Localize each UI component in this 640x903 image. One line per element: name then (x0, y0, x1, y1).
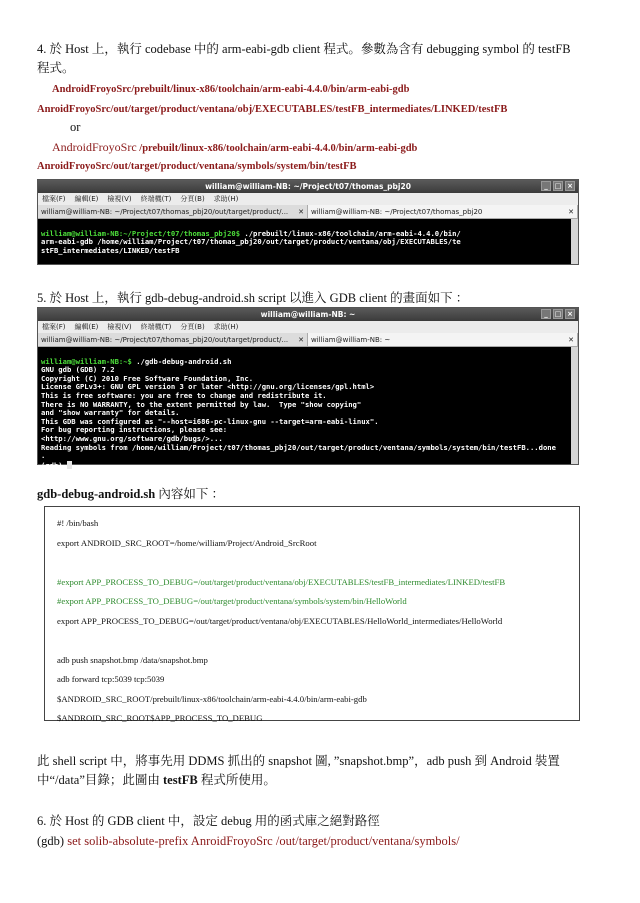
terminal-cursor (67, 461, 72, 469)
terminal1-tab-1[interactable] (38, 205, 308, 218)
menu-help[interactable]: 求助(H) (213, 323, 239, 331)
script-content-box (44, 506, 580, 721)
terminal2-line: This GDB was configured as "--host=i686-pc-linux-gnu --target=arm-eabi-linux". (41, 416, 379, 426)
minimize-icon[interactable]: _ (541, 309, 551, 319)
terminal1-cmd: ./prebuilt/linux-x86/toolchain/arm-eabi-4.4.0/bin/ (240, 228, 461, 238)
step4-path2-prefix: AndroidFroyoSrc (52, 140, 137, 154)
script-section-heading (37, 485, 607, 504)
terminal2-line: <http://www.gnu.org/software/gdb/bugs/>... (41, 433, 223, 443)
close-tab-icon[interactable]: ✕ (568, 208, 574, 216)
tab-label: william@william-NB: ~/Project/t07/thomas_pbj20 (311, 208, 483, 216)
maximize-icon[interactable]: □ (554, 182, 562, 190)
menu-tabs[interactable]: 分頁(B) (180, 195, 205, 203)
terminal2-line: License GPLv3+: GNU GPL version 3 or later <http://gnu.org/licenses/gpl.html> (41, 382, 375, 392)
terminal2-cmd: ./gdb-debug-android.sh (131, 356, 232, 366)
maximize-icon[interactable]: □ (554, 310, 562, 318)
close-tab-icon[interactable]: ✕ (298, 208, 304, 216)
terminal2-line: and "show warranty" for details. (41, 408, 180, 418)
terminal2-line: . (41, 451, 46, 461)
menu-help[interactable]: 求助(H) (213, 195, 239, 203)
terminal2-line: There is NO WARRANTY, to the extent permitted by law. Type "show copying" (41, 399, 362, 409)
menu-edit[interactable]: 編輯(E) (74, 195, 99, 203)
script-line: adb push snapshot.bmp /data/snapshot.bmp (57, 654, 208, 665)
step4-path1-line1: AndroidFroyoSrc/prebuilt/linux-x86/toolchain/arm-eabi-4.4.0/bin/arm-eabi-gdb (52, 84, 410, 95)
terminal-window-2 (37, 307, 579, 470)
script-line: export ANDROID_SRC_ROOT=/home/william/Project/Android_SrcRoot (57, 537, 317, 548)
script-line: $ANDROID_SRC_ROOT$APP_PROCESS_TO_DEBUG (57, 713, 263, 723)
explanation-text: 程式所使用。 (197, 773, 276, 787)
terminal2-line: For bug reporting instructions, please see: (41, 425, 228, 435)
step6-heading: 6. 於 Host 的 GDB client 中，設定 debug 用的函式庫之絕對路徑 (37, 814, 380, 828)
terminal2-line: GNU gdb (GDB) 7.2 (41, 365, 115, 375)
tab-label: william@william-NB: ~ (311, 336, 391, 344)
terminal-window-1 (37, 179, 579, 265)
terminal2-titlebar (38, 308, 578, 321)
step4-path2-line1 (52, 138, 622, 158)
terminal2-gdb-prompt: (gdb) (41, 460, 67, 470)
explanation-program-name: testFB (163, 773, 198, 787)
step5-heading: 5. 於 Host 上，執行 gdb-debug-android.sh script 以進入 GDB client 的畫面如下 ： (37, 291, 469, 305)
script-filename: gdb-debug-android.sh (37, 487, 156, 501)
explanation-paragraph (37, 752, 607, 790)
script-heading-rest: 內容如下 ： (155, 487, 224, 501)
terminal2-tab-1[interactable] (38, 333, 308, 346)
step4-or: or (70, 120, 81, 134)
tab-label: william@william-NB: ~/Project/t07/thomas_pbj20/out/target/product/... (41, 336, 289, 344)
terminal1-output[interactable] (38, 219, 578, 264)
menu-terminal[interactable]: 終端機(T) (140, 323, 172, 331)
menu-file[interactable]: 檔案(F) (42, 323, 66, 331)
menu-edit[interactable]: 編輯(E) (74, 323, 99, 331)
terminal2-title: william@william-NB: ~ (260, 310, 356, 319)
terminal2-prompt: william@william-NB:~$ (41, 356, 132, 366)
close-tab-icon[interactable]: ✕ (298, 336, 304, 344)
script-line: $ANDROID_SRC_ROOT/prebuilt/linux-x86/toolchain/arm-eabi-4.4.0/bin/arm-eabi-gdb (57, 693, 367, 704)
script-line-comment: #export APP_PROCESS_TO_DEBUG=/out/target/product/ventana/symbols/system/bin/HelloWorld (57, 596, 407, 606)
terminal1-line2: arm-eabi-gdb /home/william/Project/t07/thomas_pbj20/out/target/product/ventana/obj/EXECUTABLES/te (41, 237, 461, 247)
explanation-line1: 此 shell script 中，將事先用 DDMS 抓出的 snapshot 圖, ”snapshot.bmp”，adb push 到 Android 裝置 (37, 754, 560, 768)
minimize-icon[interactable]: _ (541, 181, 551, 191)
script-line: export APP_PROCESS_TO_DEBUG=/out/target/product/ventana/obj/EXECUTABLES/HelloWorld_intermediates/HelloWorld (57, 615, 503, 626)
explanation-line2 (37, 771, 607, 790)
terminal1-scrollbar[interactable] (571, 219, 578, 264)
step6-command-line (37, 832, 607, 851)
menu-view[interactable]: 檢視(V) (107, 195, 132, 203)
step4-path2-line2: AnroidFroyoSrc/out/target/product/ventana/symbols/system/bin/testFB (37, 161, 357, 172)
terminal2-line: Copyright (C) 2010 Free Software Foundation, Inc. (41, 373, 254, 383)
menu-view[interactable]: 檢視(V) (107, 323, 132, 331)
step4-heading-line1: 4. 於 Host 上，執行 codebase 中的 arm-eabi-gdb client 程式。參數為含有 debugging symbol 的 testFB (37, 42, 571, 56)
terminal2-menubar (38, 321, 578, 333)
script-blank-line (57, 631, 567, 651)
close-icon[interactable]: × (565, 181, 575, 191)
terminal2-output[interactable] (38, 347, 578, 470)
step4-heading (37, 40, 607, 78)
terminal1-tabbar (38, 205, 578, 219)
terminal1-prompt: william@william-NB:~/Project/t07/thomas_pbj20$ (41, 228, 241, 238)
terminal2-tabbar (38, 333, 578, 347)
menu-file[interactable]: 檔案(F) (42, 195, 66, 203)
explanation-text: 中“/data”目錄；此圖由 (37, 773, 164, 787)
step4-heading-line2: 程式。 (37, 61, 75, 75)
step4-path2-rest: /prebuilt/linux-x86/toolchain/arm-eabi-4.4.0/bin/arm-eabi-gdb (136, 143, 418, 154)
terminal1-line3: stFB_intermediates/LINKED/testFB (41, 245, 180, 255)
terminal2-line: This is free software: you are free to change and redistribute it. (41, 390, 327, 400)
terminal2-tab-2[interactable] (308, 333, 578, 346)
script-line: adb forward tcp:5039 tcp:5039 (57, 674, 165, 684)
terminal2-scrollbar[interactable] (571, 347, 578, 464)
script-blank-line (57, 553, 567, 573)
gdb-prompt: (gdb) (37, 834, 68, 848)
step4-path1-line2: AnroidFroyoSrc/out/target/product/ventana/obj/EXECUTABLES/testFB_intermediates/LINKED/testFB (37, 104, 508, 115)
gdb-command: set solib-absolute-prefix AnroidFroyoSrc /out/target/product/ventana/symbols/ (67, 834, 460, 848)
tab-label: william@william-NB: ~/Project/t07/thomas_pbj20/out/target/product/... (41, 208, 289, 216)
menu-terminal[interactable]: 終端機(T) (140, 195, 172, 203)
script-line: #! /bin/bash (57, 518, 99, 528)
script-line-comment: #export APP_PROCESS_TO_DEBUG=/out/target/product/ventana/obj/EXECUTABLES/testFB_intermediates/LINKED/testFB (57, 576, 506, 587)
terminal1-tab-2[interactable] (308, 205, 578, 218)
terminal2-line: Reading symbols from /home/william/Project/t07/thomas_pbj20/out/target/product/ventana/symbols/system/bin/testFB...done (41, 442, 556, 452)
terminal1-title: william@william-NB: ~/Project/t07/thomas_pbj20 (205, 182, 411, 191)
terminal1-menubar (38, 193, 578, 205)
close-icon[interactable]: × (565, 309, 575, 319)
close-tab-icon[interactable]: ✕ (568, 336, 574, 344)
terminal1-titlebar (38, 180, 578, 193)
menu-tabs[interactable]: 分頁(B) (180, 323, 205, 331)
